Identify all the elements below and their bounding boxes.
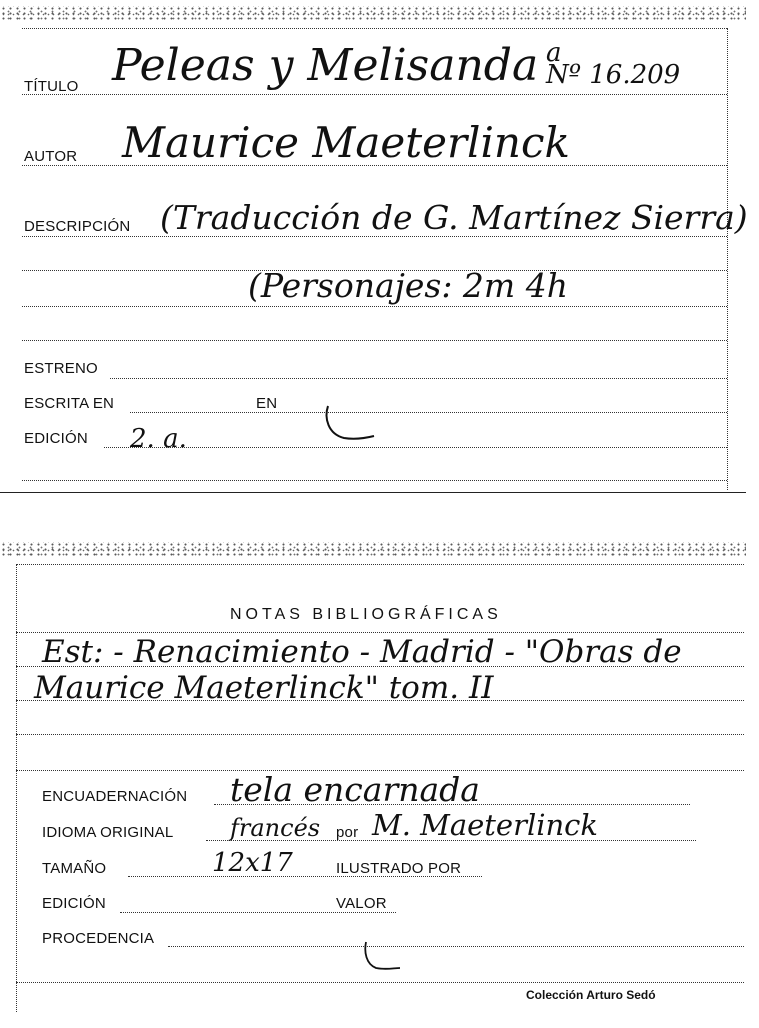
top-edge-texture — [0, 6, 746, 20]
catalog-number: a Nº 16.209 — [546, 38, 681, 90]
valor-label: VALOR — [336, 895, 387, 912]
titulo-label: TÍTULO — [24, 78, 79, 95]
descripcion-value-2: (Personajes: 2m 4h — [248, 266, 568, 305]
por-value: M. Maeterlinck — [372, 808, 598, 842]
rule-line — [22, 340, 727, 341]
descripcion-value-1: (Traducción de G. Martínez Sierra) — [160, 198, 748, 237]
titulo-value: Peleas y Melisanda — [112, 40, 539, 91]
encuadernacion-value: tela encarnada — [230, 770, 480, 809]
idioma-original-label: IDIOMA ORIGINAL — [42, 824, 174, 841]
rule-line — [22, 480, 727, 481]
rule-line — [22, 306, 727, 307]
rule-line — [22, 28, 727, 29]
right-border — [727, 28, 728, 490]
encuadernacion-label: ENCUADERNACIÓN — [42, 788, 188, 805]
por-label: por — [336, 824, 359, 841]
edicion-label: EDICIÓN — [42, 895, 106, 912]
autor-value: Maurice Maeterlinck — [122, 118, 570, 167]
catalog-card-bottom — [0, 538, 746, 1028]
edicion-label: EDICIÓN — [24, 430, 88, 447]
escrita-en-label: ESCRITA EN — [24, 395, 115, 412]
top-edge-texture — [0, 542, 746, 556]
card-bottom-edge — [0, 492, 746, 493]
rule-line — [104, 447, 727, 448]
tamano-label: TAMAÑO — [42, 860, 107, 877]
notes-line-2: Maurice Maeterlinck" tom. II — [34, 670, 494, 706]
rule-line — [16, 564, 744, 565]
descripcion-label: DESCRIPCIÓN — [24, 218, 131, 235]
catalog-card-top — [0, 0, 746, 494]
pen-mark — [356, 938, 412, 980]
en-label: EN — [256, 395, 278, 412]
autor-label: AUTOR — [24, 148, 78, 165]
estreno-label: ESTRENO — [24, 360, 98, 377]
ilustrado-por-label: ILUSTRADO POR — [336, 860, 462, 877]
rule-line — [168, 946, 744, 947]
notas-heading: NOTAS BIBLIOGRÁFICAS — [230, 606, 502, 623]
rule-line — [110, 378, 727, 379]
edicion-value: 2. a. — [130, 424, 187, 454]
rule-line — [130, 412, 727, 413]
tamano-value: 12x17 — [212, 848, 293, 878]
idioma-original-value: francés — [230, 814, 321, 842]
rule-line — [120, 912, 396, 913]
pen-mark — [318, 400, 382, 446]
collection-credit: Colección Arturo Sedó — [526, 988, 656, 1002]
procedencia-label: PROCEDENCIA — [42, 930, 155, 947]
notes-line-1: Est: - Renacimiento - Madrid - "Obras de — [42, 634, 682, 670]
rule-line — [16, 982, 744, 983]
rule-line — [16, 734, 744, 735]
rule-line — [22, 94, 727, 95]
rule-line — [16, 632, 744, 633]
